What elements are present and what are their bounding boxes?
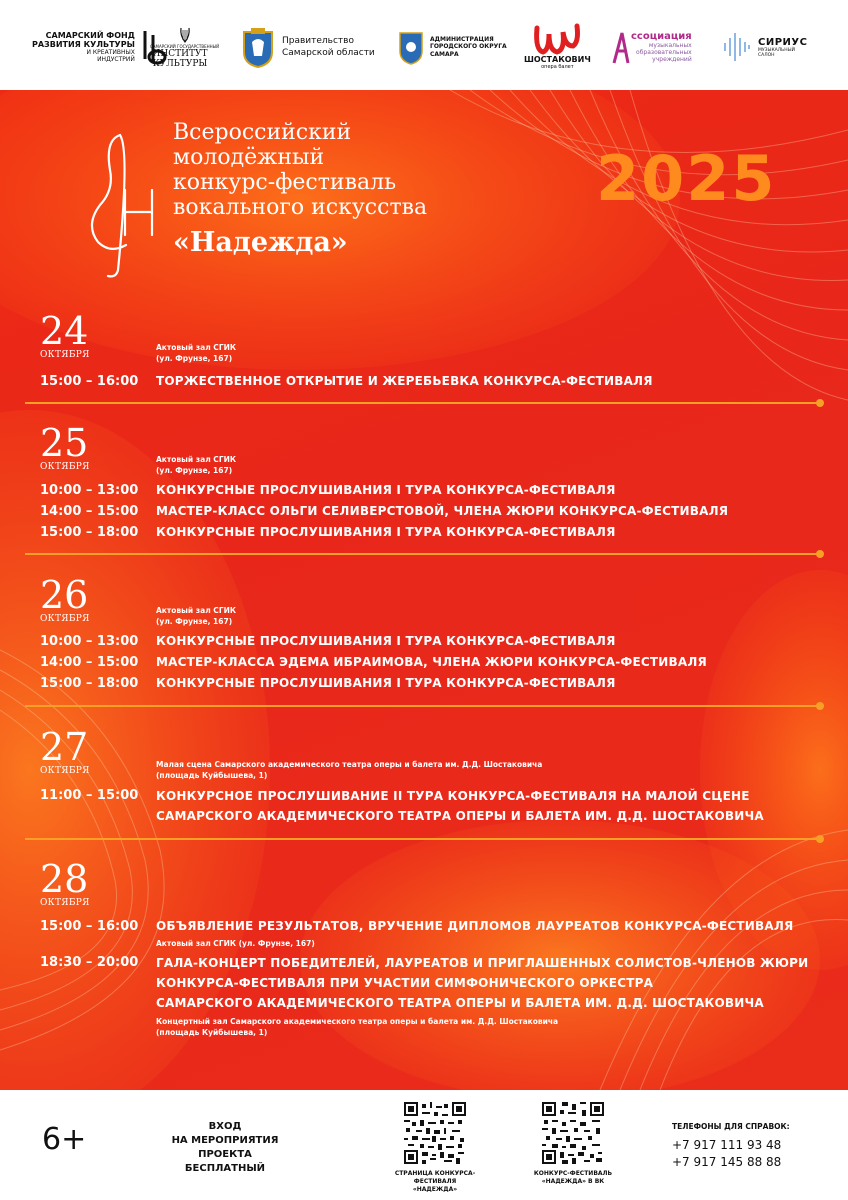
association-l3: учреждений [652, 56, 692, 63]
admin-logo [398, 22, 507, 72]
day-number: 28 [40, 857, 89, 901]
fund-line1: САМАРСКИЙ ФОНД [45, 30, 135, 40]
poster-body [0, 90, 848, 1090]
association-l2: образовательных [636, 49, 692, 56]
institute-logo [150, 22, 219, 72]
event-venue: Актовый зал СГИК (ул. Фрунзе, 167) [156, 939, 315, 948]
shostakovich-logo [524, 20, 591, 70]
day-month: ОКТЯБРЯ [40, 350, 90, 360]
qr2-caption-line: КОНКУРС-ФЕСТИВАЛЬ [533, 1170, 613, 1177]
venue-address: (ул. Фрунзе, 167) [156, 617, 233, 626]
day-month: ОКТЯБРЯ [40, 766, 90, 776]
event-line: ГАЛА-КОНЦЕРТ ПОБЕДИТЕЛЕЙ, ЛАУРЕАТОВ И ПРИГЛАШЕННЫХ СОЛИСТОВ-ЧЛЕНОВ ЖЮРИ [156, 956, 809, 970]
lyre-icon [178, 26, 192, 44]
day-number: 24 [40, 309, 89, 353]
free-entry-note [150, 1120, 300, 1176]
event-text: КОНКУРСНЫЕ ПРОСЛУШИВАНИЯ I ТУРА КОНКУРСА-ФЕСТИВАЛЯ [156, 634, 616, 648]
institute-name: ИНСТИТУТ КУЛЬТУРЫ [152, 48, 208, 69]
sirius-name: СИРИУС [758, 36, 808, 48]
samara-crest-icon [240, 26, 276, 68]
day-27 [40, 725, 90, 776]
festival-title [173, 120, 427, 258]
association-a-icon [612, 29, 630, 65]
phone-number[interactable]: +7 917 111 93 48 [672, 1138, 782, 1152]
event-line: КОНКУРСА-ФЕСТИВАЛЯ ПРИ УЧАСТИИ СИМФОНИЧЕСКОГО ОРКЕСТРА [156, 976, 654, 990]
venue-address: (ул. Фрунзе, 167) [156, 466, 233, 475]
event-row [40, 788, 156, 803]
venue-address: (площадь Куйбышева, 1) [156, 771, 268, 780]
reference-phones [672, 1118, 790, 1171]
title-line-2: молодёжный [173, 145, 325, 170]
partner-logos [0, 0, 848, 90]
venue-name: Актовый зал СГИК [156, 455, 237, 464]
festival-year: 2025 [596, 142, 777, 215]
event-text: ТОРЖЕСТВЕННОЕ ОТКРЫТИЕ И ЖЕРЕБЬЕВКА КОНКУРСА-ФЕСТИВАЛЯ [156, 374, 653, 388]
day-month: ОКТЯБРЯ [40, 898, 90, 908]
venue-name: Актовый зал СГИК [156, 606, 237, 615]
sirius-logo [722, 22, 807, 72]
day-26-venue [156, 605, 236, 627]
event-text: КОНКУРСНЫЕ ПРОСЛУШИВАНИЯ I ТУРА КОНКУРСА-ФЕСТИВАЛЯ [156, 483, 616, 497]
event-row [40, 955, 156, 970]
event-time: 15:00 – 18:00 [40, 525, 139, 540]
separator-line [25, 402, 820, 404]
event-text: КОНКУРСНЫЕ ПРОСЛУШИВАНИЯ I ТУРА КОНКУРСА-ФЕСТИВАЛЯ [156, 525, 616, 539]
event-text-multiline [156, 953, 808, 1013]
qr1-caption-line: СТРАНИЦА КОНКУРСА-ФЕСТИВАЛЯ [394, 1170, 476, 1185]
day-25-venue [156, 454, 236, 476]
separator-line [25, 553, 820, 555]
sirius-sub2: САЛОН [758, 52, 775, 58]
event-time: 10:00 – 13:00 [40, 634, 139, 649]
day-24 [40, 309, 90, 360]
festival-name: «Надежда» [173, 227, 348, 258]
event-row [40, 634, 616, 649]
entry-line: НА МЕРОПРИЯТИЯ ПРОЕКТА [171, 1135, 279, 1160]
admin-line2: ГОРОДСКОГО ОКРУГА [430, 43, 507, 51]
event-time: 15:00 – 16:00 [40, 919, 139, 934]
event-time: 10:00 – 13:00 [40, 483, 139, 498]
association-logo [612, 22, 692, 72]
footer [0, 1090, 848, 1200]
day-25 [40, 421, 90, 472]
title-line-1: Всероссийский [173, 120, 352, 145]
association-name: ссоциация [631, 31, 692, 42]
association-l1: музыкальных [648, 42, 692, 49]
event-row [40, 919, 793, 934]
event-row [40, 525, 616, 540]
gov-line2: Самарской области [282, 48, 375, 58]
day-28 [40, 857, 90, 908]
day-number: 25 [40, 421, 89, 465]
city-crest-icon [398, 29, 424, 65]
sirius-wave-icon [722, 30, 752, 64]
day-number: 27 [40, 725, 89, 769]
shostakovich-name: ШОСТАКОВИЧ [524, 55, 591, 64]
qr2-caption [513, 1170, 633, 1186]
event-row [40, 504, 728, 519]
fund-line2: РАЗВИТИЯ КУЛЬТУРЫ [32, 39, 135, 49]
separator-line [25, 705, 820, 707]
admin-line3: САМАРА [430, 50, 459, 58]
entry-line: ВХОД [208, 1121, 242, 1132]
event-time: 15:00 – 18:00 [40, 676, 139, 691]
event-text: МАСТЕР-КЛАСС ОЛЬГИ СЕЛИВЕРСТОВОЙ, ЧЛЕНА ЖЮРИ КОНКУРСА-ФЕСТИВАЛЯ [156, 504, 729, 518]
qr1-caption-line: «НАДЕЖДА» [412, 1186, 458, 1193]
event-row [40, 374, 653, 389]
venue-name: Концертный зал Самарского академического театра оперы и балета им. Д.Д. Шостаковича [156, 1017, 559, 1026]
day-month: ОКТЯБРЯ [40, 462, 90, 472]
venue-name: Малая сцена Самарского академического театра оперы и балета им. Д.Д. Шостаковича [156, 760, 543, 769]
day-month: ОКТЯБРЯ [40, 614, 90, 624]
nadezhda-emblem-icon [80, 130, 160, 280]
government-logo [240, 22, 375, 72]
fund-line4: ИНДУСТРИЙ [97, 56, 135, 64]
event-text-multiline [156, 786, 764, 826]
venue-address: (ул. Фрунзе, 167) [156, 354, 233, 363]
event-text: МАСТЕР-КЛАССА ЭДЕМА ИБРАИМОВА, ЧЛЕНА ЖЮРИ КОНКУРСА-ФЕСТИВАЛЯ [156, 655, 707, 669]
qr-code-vk-page[interactable] [542, 1102, 604, 1164]
phone-number[interactable]: +7 917 145 88 88 [672, 1155, 782, 1169]
gala-venue [156, 1016, 558, 1038]
admin-line1: АДМИНИСТРАЦИЯ [430, 36, 494, 44]
title-line-4: вокального искусства [173, 195, 428, 220]
event-line: САМАРСКОГО АКАДЕМИЧЕСКОГО ТЕАТРА ОПЕРЫ И БАЛЕТА ИМ. Д.Д. ШОСТАКОВИЧА [156, 809, 764, 823]
institute-small: САМАРСКИЙ ГОСУДАРСТВЕННЫЙ [150, 43, 220, 49]
event-row [40, 655, 707, 670]
day-number: 26 [40, 573, 89, 617]
event-time: 14:00 – 15:00 [40, 655, 139, 670]
qr2-caption-line: «НАДЕЖДА» В ВК [541, 1178, 605, 1185]
event-time: 15:00 – 16:00 [40, 374, 139, 389]
event-time: 14:00 – 15:00 [40, 504, 139, 519]
separator-line [25, 838, 820, 840]
venue-name: Актовый зал СГИК [156, 343, 237, 352]
qr1-caption [375, 1170, 495, 1194]
day-26 [40, 573, 90, 624]
venue-address: (площадь Куйбышева, 1) [156, 1028, 268, 1037]
shostakovich-sub: опера балет [541, 64, 574, 70]
title-line-3: конкурс-фестиваль [173, 170, 397, 195]
shostakovich-mark-icon [531, 20, 583, 55]
sirius-sub1: МУЗЫКАЛЬНЫЙ [758, 47, 795, 53]
event-time: 18:30 – 20:00 [40, 955, 139, 970]
event-line: КОНКУРСНОЕ ПРОСЛУШИВАНИЕ II ТУРА КОНКУРСА-ФЕСТИВАЛЯ НА МАЛОЙ СЦЕНЕ [156, 789, 750, 803]
event-text: ОБЪЯВЛЕНИЕ РЕЗУЛЬТАТОВ, ВРУЧЕНИЕ ДИПЛОМОВ ЛАУРЕАТОВ КОНКУРСА-ФЕСТИВАЛЯ [156, 919, 794, 933]
age-rating: 6+ [42, 1122, 87, 1157]
fund-line3: И КРЕАТИВНЫХ [86, 49, 135, 56]
qr-code-festival-page[interactable] [404, 1102, 466, 1164]
event-row [40, 483, 616, 498]
phones-label: ТЕЛЕФОНЫ ДЛЯ СПРАВОК: [672, 1122, 790, 1131]
event-line: САМАРСКОГО АКАДЕМИЧЕСКОГО ТЕАТРА ОПЕРЫ И БАЛЕТА ИМ. Д.Д. ШОСТАКОВИЧА [156, 996, 764, 1010]
entry-line: БЕСПЛАТНЫЙ [184, 1163, 266, 1174]
day-24-venue [156, 342, 236, 364]
fund-logo [32, 22, 167, 72]
event-row [40, 676, 616, 691]
day-27-venue [156, 759, 542, 781]
gov-line1: Правительство [282, 36, 354, 46]
event-text: КОНКУРСНЫЕ ПРОСЛУШИВАНИЯ I ТУРА КОНКУРСА-ФЕСТИВАЛЯ [156, 676, 616, 690]
event-time: 11:00 – 15:00 [40, 788, 139, 803]
